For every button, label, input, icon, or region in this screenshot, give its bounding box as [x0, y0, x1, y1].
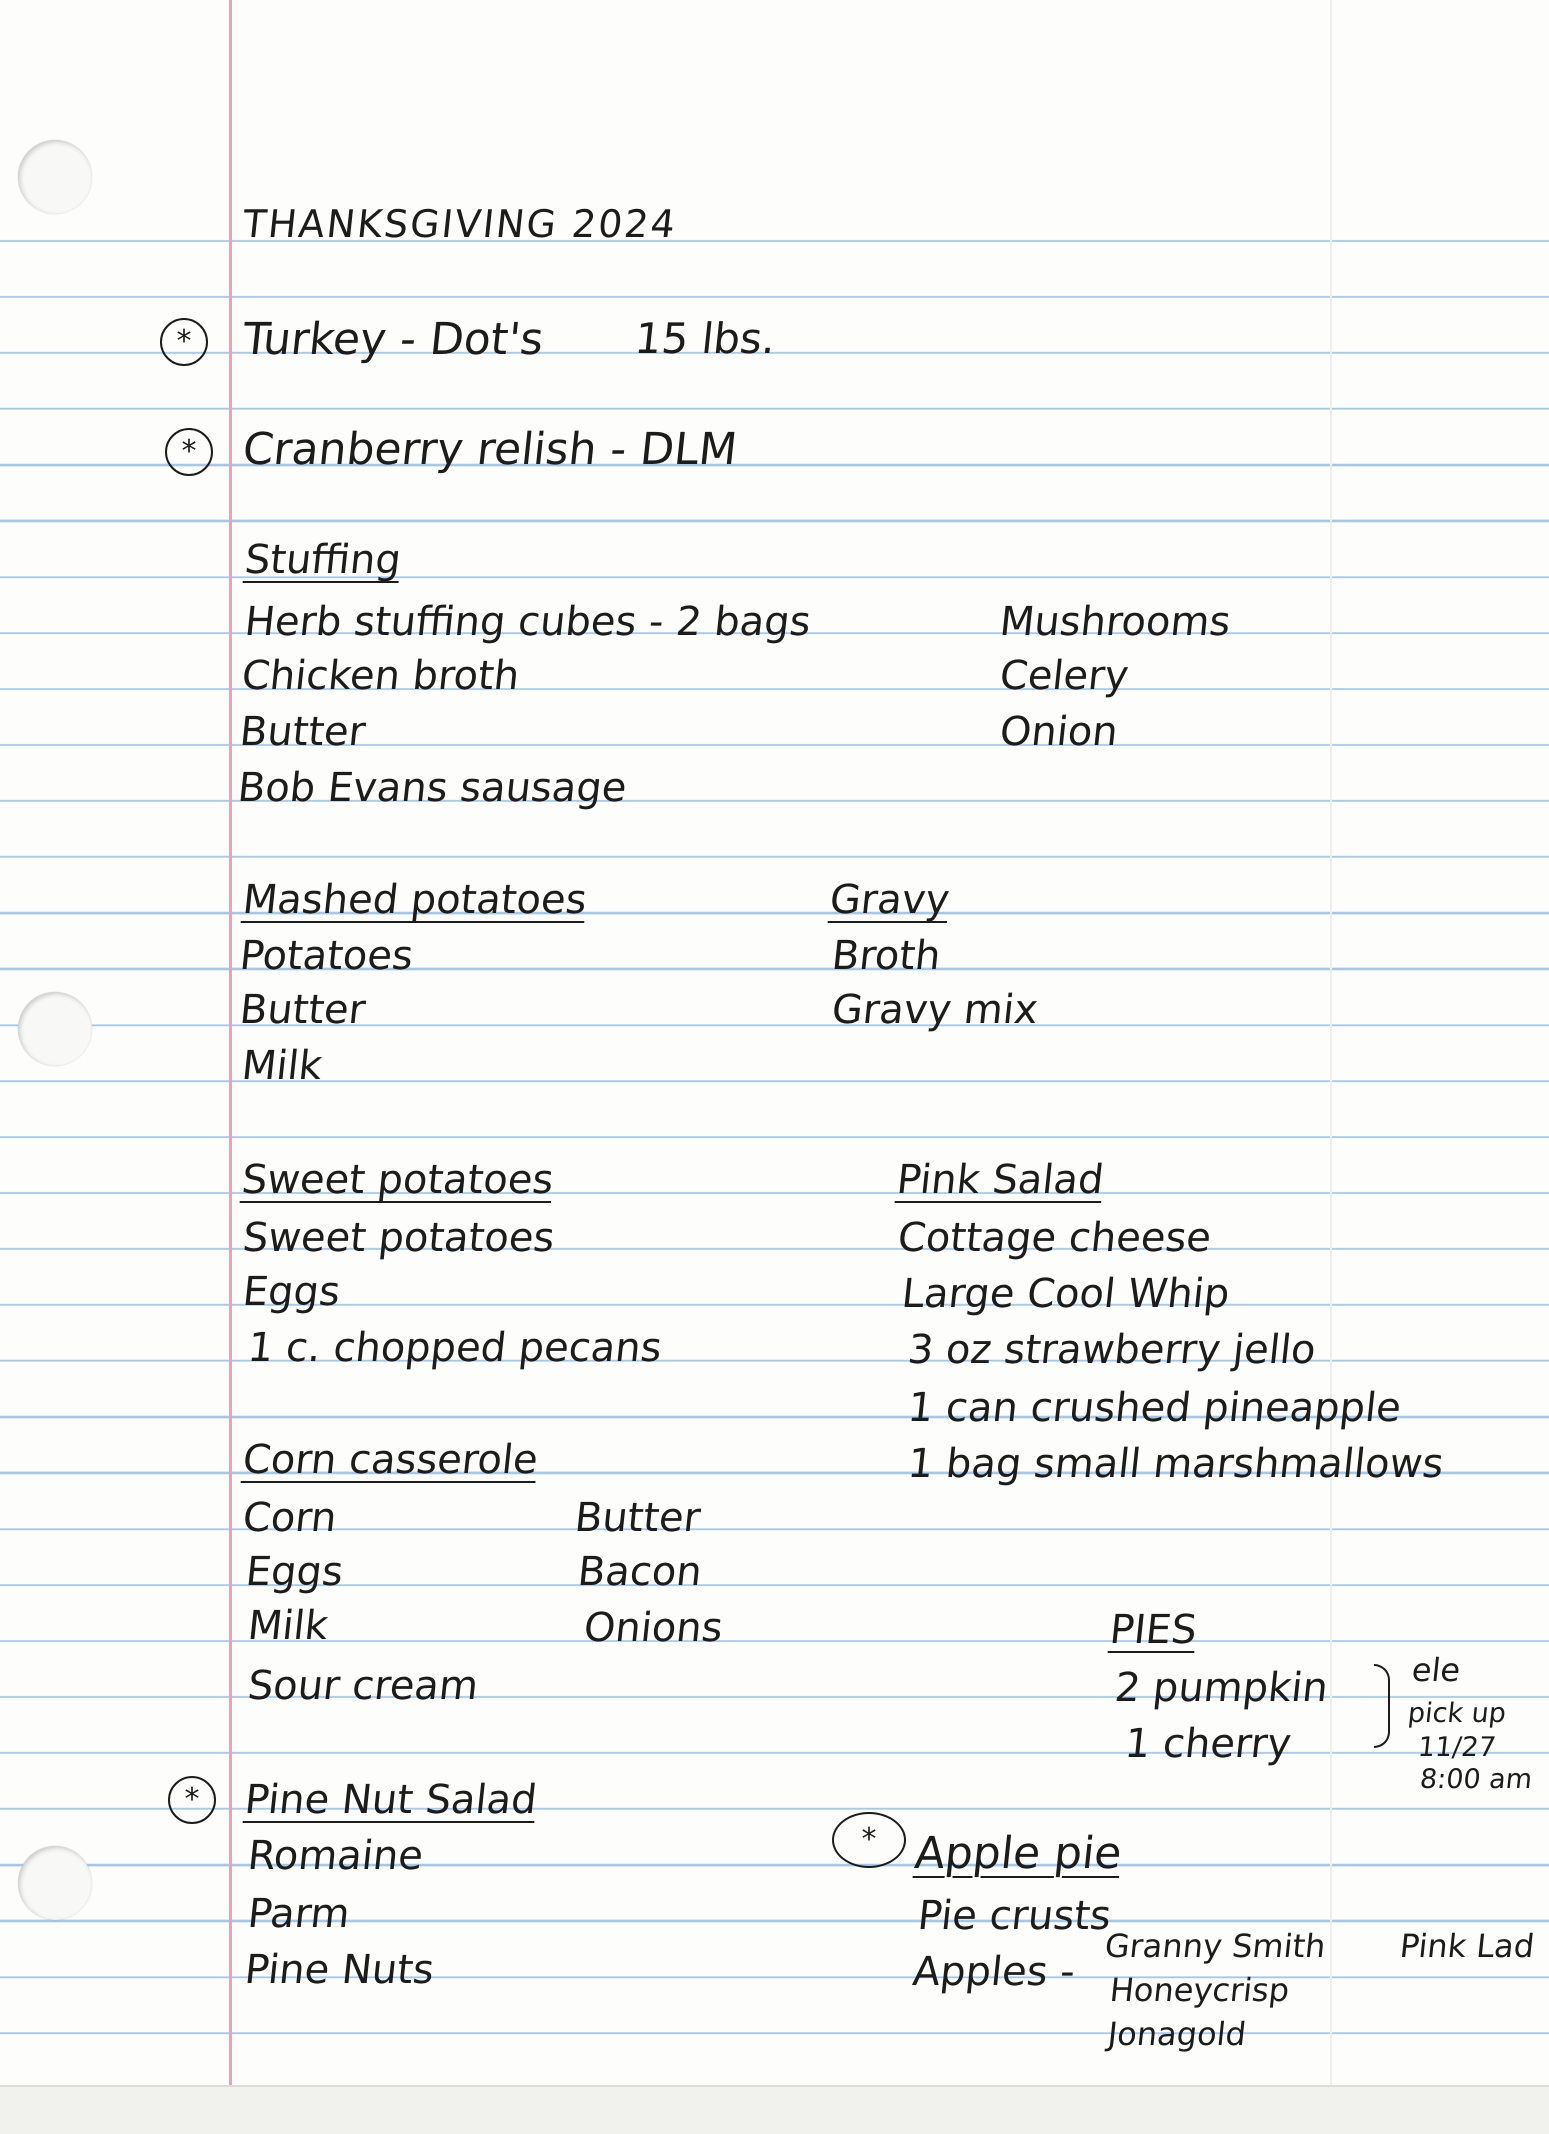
corn-casserole-item: Bacon [575, 1549, 705, 1595]
page-title: THANKSGIVING 2024 [240, 202, 680, 246]
apple-variety: Granny Smith [1103, 1927, 1328, 1965]
stuffing-item: Mushrooms [997, 599, 1233, 645]
gravy-item: Gravy mix [829, 987, 1041, 1033]
pine-nut-salad-item: Parm [245, 1891, 352, 1937]
pies-note: 11/27 [1416, 1732, 1498, 1763]
page-crease [1330, 0, 1332, 2085]
sweet-potatoes-heading: Sweet potatoes [239, 1157, 556, 1203]
punch-hole-middle [18, 992, 92, 1066]
gravy-item: Broth [829, 933, 943, 979]
corn-casserole-item: Butter [572, 1495, 703, 1541]
apple-variety: Pink Lad [1398, 1927, 1537, 1965]
stuffing-item: Butter [237, 709, 368, 755]
mashed-potatoes-item: Potatoes [237, 933, 416, 979]
turkey-weight: 15 lbs. [632, 314, 778, 363]
stuffing-heading: Stuffing [242, 537, 404, 583]
pink-salad-item: 1 bag small marshmallows [905, 1441, 1446, 1487]
corn-casserole-item: Sour cream [245, 1663, 481, 1709]
pies-item: 1 cherry [1122, 1721, 1294, 1767]
pies-brace [1374, 1664, 1390, 1748]
apple-pie-heading: Apple pie [912, 1828, 1125, 1879]
apple-pie-item: Apples - [910, 1949, 1078, 1995]
punch-hole-top [18, 140, 92, 214]
star-mark-apple-pie: * [832, 1812, 906, 1868]
apple-variety: Honeycrisp [1108, 1971, 1292, 2009]
sweet-potatoes-item: Sweet potatoes [240, 1215, 557, 1261]
apple-variety: Jonagold [1106, 2015, 1248, 2053]
stuffing-item: Chicken broth [239, 653, 522, 699]
stuffing-item: Herb stuffing cubes - 2 bags [242, 599, 814, 645]
mashed-potatoes-heading: Mashed potatoes [240, 877, 590, 923]
stuffing-item: Bob Evans sausage [235, 765, 629, 811]
sweet-potatoes-item: Eggs [240, 1269, 343, 1315]
pink-salad-item: Large Cool Whip [899, 1271, 1232, 1317]
pink-salad-item: 3 oz strawberry jello [905, 1327, 1318, 1373]
turkey-item: Turkey - Dot's [240, 314, 546, 365]
page-top-margin [0, 0, 1549, 186]
pink-salad-heading: Pink Salad [894, 1157, 1106, 1203]
stuffing-item: Onion [997, 709, 1121, 755]
star-mark-turkey: * [160, 318, 208, 366]
mashed-potatoes-item: Butter [237, 987, 368, 1033]
apple-pie-item: Pie crusts [915, 1893, 1114, 1939]
corn-casserole-heading: Corn casserole [240, 1437, 541, 1483]
pink-salad-item: 1 can crushed pineapple [905, 1385, 1404, 1431]
pies-note: pick up [1406, 1698, 1508, 1729]
pies-note: ele [1410, 1651, 1463, 1689]
corn-casserole-item: Eggs [243, 1549, 346, 1595]
corn-casserole-item: Onions [581, 1605, 726, 1651]
star-mark-pine-nut-salad: * [168, 1776, 216, 1824]
margin-line [229, 0, 232, 2085]
mashed-potatoes-item: Milk [239, 1043, 325, 1089]
page-bottom-edge [0, 2085, 1549, 2134]
corn-casserole-item: Corn [240, 1495, 339, 1541]
pink-salad-item: Cottage cheese [895, 1215, 1214, 1261]
punch-hole-bottom [18, 1846, 92, 1920]
corn-casserole-item: Milk [245, 1603, 331, 1649]
pine-nut-salad-heading: Pine Nut Salad [242, 1777, 540, 1823]
pine-nut-salad-item: Pine Nuts [242, 1947, 437, 1993]
star-mark-cranberry: * [165, 428, 213, 476]
pies-item: 2 pumpkin [1112, 1665, 1331, 1711]
sweet-potatoes-item: 1 c. chopped pecans [245, 1325, 665, 1371]
gravy-heading: Gravy [827, 877, 952, 923]
stuffing-item: Celery [997, 653, 1131, 699]
pies-heading: PIES [1107, 1607, 1200, 1653]
pine-nut-salad-item: Romaine [245, 1833, 426, 1879]
pies-note: 8:00 am [1418, 1764, 1534, 1795]
cranberry-item: Cranberry relish - DLM [240, 424, 740, 475]
